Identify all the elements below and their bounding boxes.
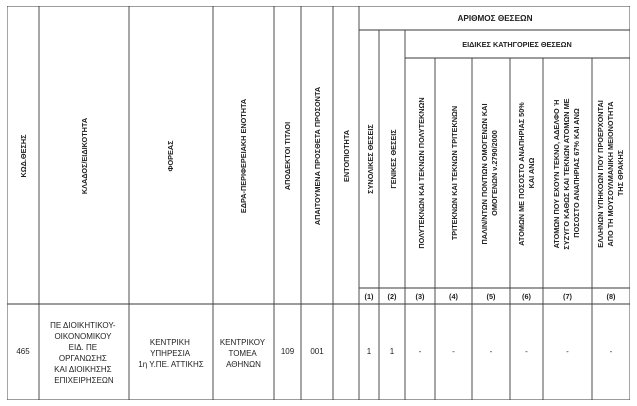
cell-prosonta: 001 (310, 347, 324, 356)
header-anapiria-50-line-1: ΑΤΟΜΩΝ ΜΕ ΠΟΣΟΣΤΟ ΑΝΑΠΗΡΙΑΣ 50% (517, 102, 526, 246)
cell-klados (50, 321, 118, 385)
cell-edra-line-3: ΑΘΗΝΩΝ (226, 360, 261, 369)
cell-triteknon: - (452, 347, 455, 356)
cell-genikes: 1 (389, 347, 395, 356)
colnum-5: (5) (486, 292, 496, 301)
cell-klados-line-3: ΕΙΔ. ΠΕ (68, 343, 98, 352)
colnum-8: (8) (606, 292, 616, 301)
header-mousoulmaniki-line-1: ΕΛΛΗΝΩΝ ΥΠΗΚΟΩΝ ΠΟΥ ΠΡΟΕΡΧΟΝΤΑΙ (596, 100, 605, 248)
header-palinnostounton (480, 101, 499, 244)
header-palinnostounton-line-2: ΟΜΟΓΕΝΩΝ ν.2790/2000 (490, 130, 499, 216)
header-mousoulmaniki-line-2: ΑΠΟ ΤΗ ΜΟΥΣΟΥΛΜΑΝΙΚΗ ΜΕΙΟΝΟΤΗΤΑ (606, 101, 615, 247)
colnum-4: (4) (449, 292, 458, 301)
colnum-2: (2) (387, 292, 397, 301)
header-entopiotita: ΕΝΤΟΠΙΟΤΗΤΑ (342, 129, 351, 183)
header-synolikes: ΣΥΝΟΛΙΚΕΣ ΘΕΣΕΙΣ (366, 124, 375, 194)
cell-foreas (138, 338, 203, 369)
header-anapiria-67-line-2: ΣΥΖΥΓΟ ΚΑΘΩΣ ΚΑΙ ΤΕΚΝΩΝ ΑΤΟΜΩΝ ΜΕ (562, 98, 571, 250)
header-anapiria-67-line-1: ΑΤΟΜΩΝ ΠΟΥ ΕΧΟΥΝ ΤΕΚΝΟ, ΑΔΕΛΦΟ Ή (552, 99, 561, 249)
header-mousoulmaniki-line-3: ΤΗΣ ΘΡΑΚΗΣ (616, 149, 625, 197)
cell-klados-line-6: ΕΠΙΧΕΙΡΗΣΕΩΝ (54, 376, 114, 385)
cell-foreas-line-2: ΥΠΗΡΕΣΙΑ (150, 349, 190, 358)
cell-synolikes: 1 (366, 347, 372, 356)
positions-table (7, 6, 630, 400)
header-anapiria-50-line-2: ΚΑΙ ΑΝΩ (527, 157, 536, 189)
cell-anapiria-67: - (566, 347, 569, 356)
cell-klados-line-2: ΟΙΚΟΝΟΜΙΚΟΥ (54, 332, 112, 341)
header-palinnostounton-line-1: ΠΑΛΙΝ/ΝΤΩΝ ΠΟΝΤΙΩΝ ΟΜΟΓΕΝΩΝ ΚΑΙ (480, 103, 489, 245)
header-eidikes-katigories: ΕΙΔΙΚΕΣ ΚΑΤΗΓΟΡΙΕΣ ΘΕΣΕΩΝ (462, 40, 572, 49)
cell-edra-line-1: ΚΕΝΤΡΙΚΟΥ (219, 338, 265, 347)
cell-edra-line-2: ΤΟΜΕΑ (228, 349, 257, 358)
cell-kod: 465 (16, 347, 30, 356)
cell-klados-line-4: ΟΡΓΑΝΩΣΗΣ (58, 354, 107, 363)
cell-edra (220, 338, 267, 369)
cell-apodektoi: 109 (280, 347, 295, 356)
header-prosonta: ΑΠΑΙΤΟΥΜΕΝΑ ΠΡΟΣΘΕΤΑ ΠΡΟΣΟΝΤΑ (313, 86, 322, 226)
header-arithmos-theseon: ΑΡΙΘΜΟΣ ΘΕΣΕΩΝ (457, 14, 533, 23)
colnum-3: (3) (415, 292, 425, 301)
header-mousoulmaniki (596, 98, 625, 248)
cell-mousoulmaniki: - (609, 347, 613, 356)
header-anapiria-67-line-3: ΠΟΣΟΣΤΟ ΑΝΑΠΗΡΙΑΣ 67% ΚΑΙ ΑΝΩ (572, 108, 581, 238)
cell-foreas-line-3: 1η Υ.ΠΕ. ΑΤΤΙΚΗΣ (138, 360, 204, 369)
header-triteknon: ΤΡΙΤΕΚΝΩΝ ΚΑΙ ΤΕΚΝΩΝ ΤΡΙΤΕΚΝΩΝ (450, 105, 459, 241)
header-genikes: ΓΕΝΙΚΕΣ ΘΕΣΕΙΣ (389, 129, 398, 189)
colnum-1: (1) (364, 292, 374, 301)
colnum-6: (6) (522, 292, 531, 301)
header-kod-thesis: ΚΩΔ.ΘΕΣΗΣ (19, 134, 28, 178)
colnum-7: (7) (563, 292, 572, 301)
header-polyteknon: ΠΟΛΥΤΕΚΝΩΝ ΚΑΙ ΤΕΚΝΩΝ ΠΟΛΥΤΕΚΝΩΝ (417, 97, 426, 249)
cell-palinnostounton: - (489, 347, 493, 356)
cell-foreas-line-1: ΚΕΝΤΡΙΚΗ (149, 338, 190, 347)
header-klados: ΚΛΑΔΟΣ/ΕΙΔΙΚΟΤΗΤΑ (80, 117, 89, 195)
header-anapiria-67 (552, 96, 581, 249)
header-apodektoi: ΑΠΟΔΕΚΤΟΙ ΤΙΤΛΟΙ (283, 121, 292, 191)
cell-klados-line-1: ΠΕ ΔΙΟΙΚΗΤΙΚΟΥ- (50, 321, 116, 330)
cell-anapiria-50: - (525, 347, 528, 356)
cell-klados-line-5: ΚΑΙ ΔΙΟΙΚΗΣΗΣ (54, 365, 112, 374)
cell-polyteknon: - (418, 347, 422, 356)
header-anapiria-50 (517, 100, 536, 246)
table-row (16, 321, 612, 385)
header-foreas: ΦΟΡΕΑΣ (166, 140, 175, 172)
header-edra: ΕΔΡΑ-ΠΕΡΙΦΕΡΕΙΑΚΗ ΕΝΟΤΗΤΑ (239, 98, 248, 214)
